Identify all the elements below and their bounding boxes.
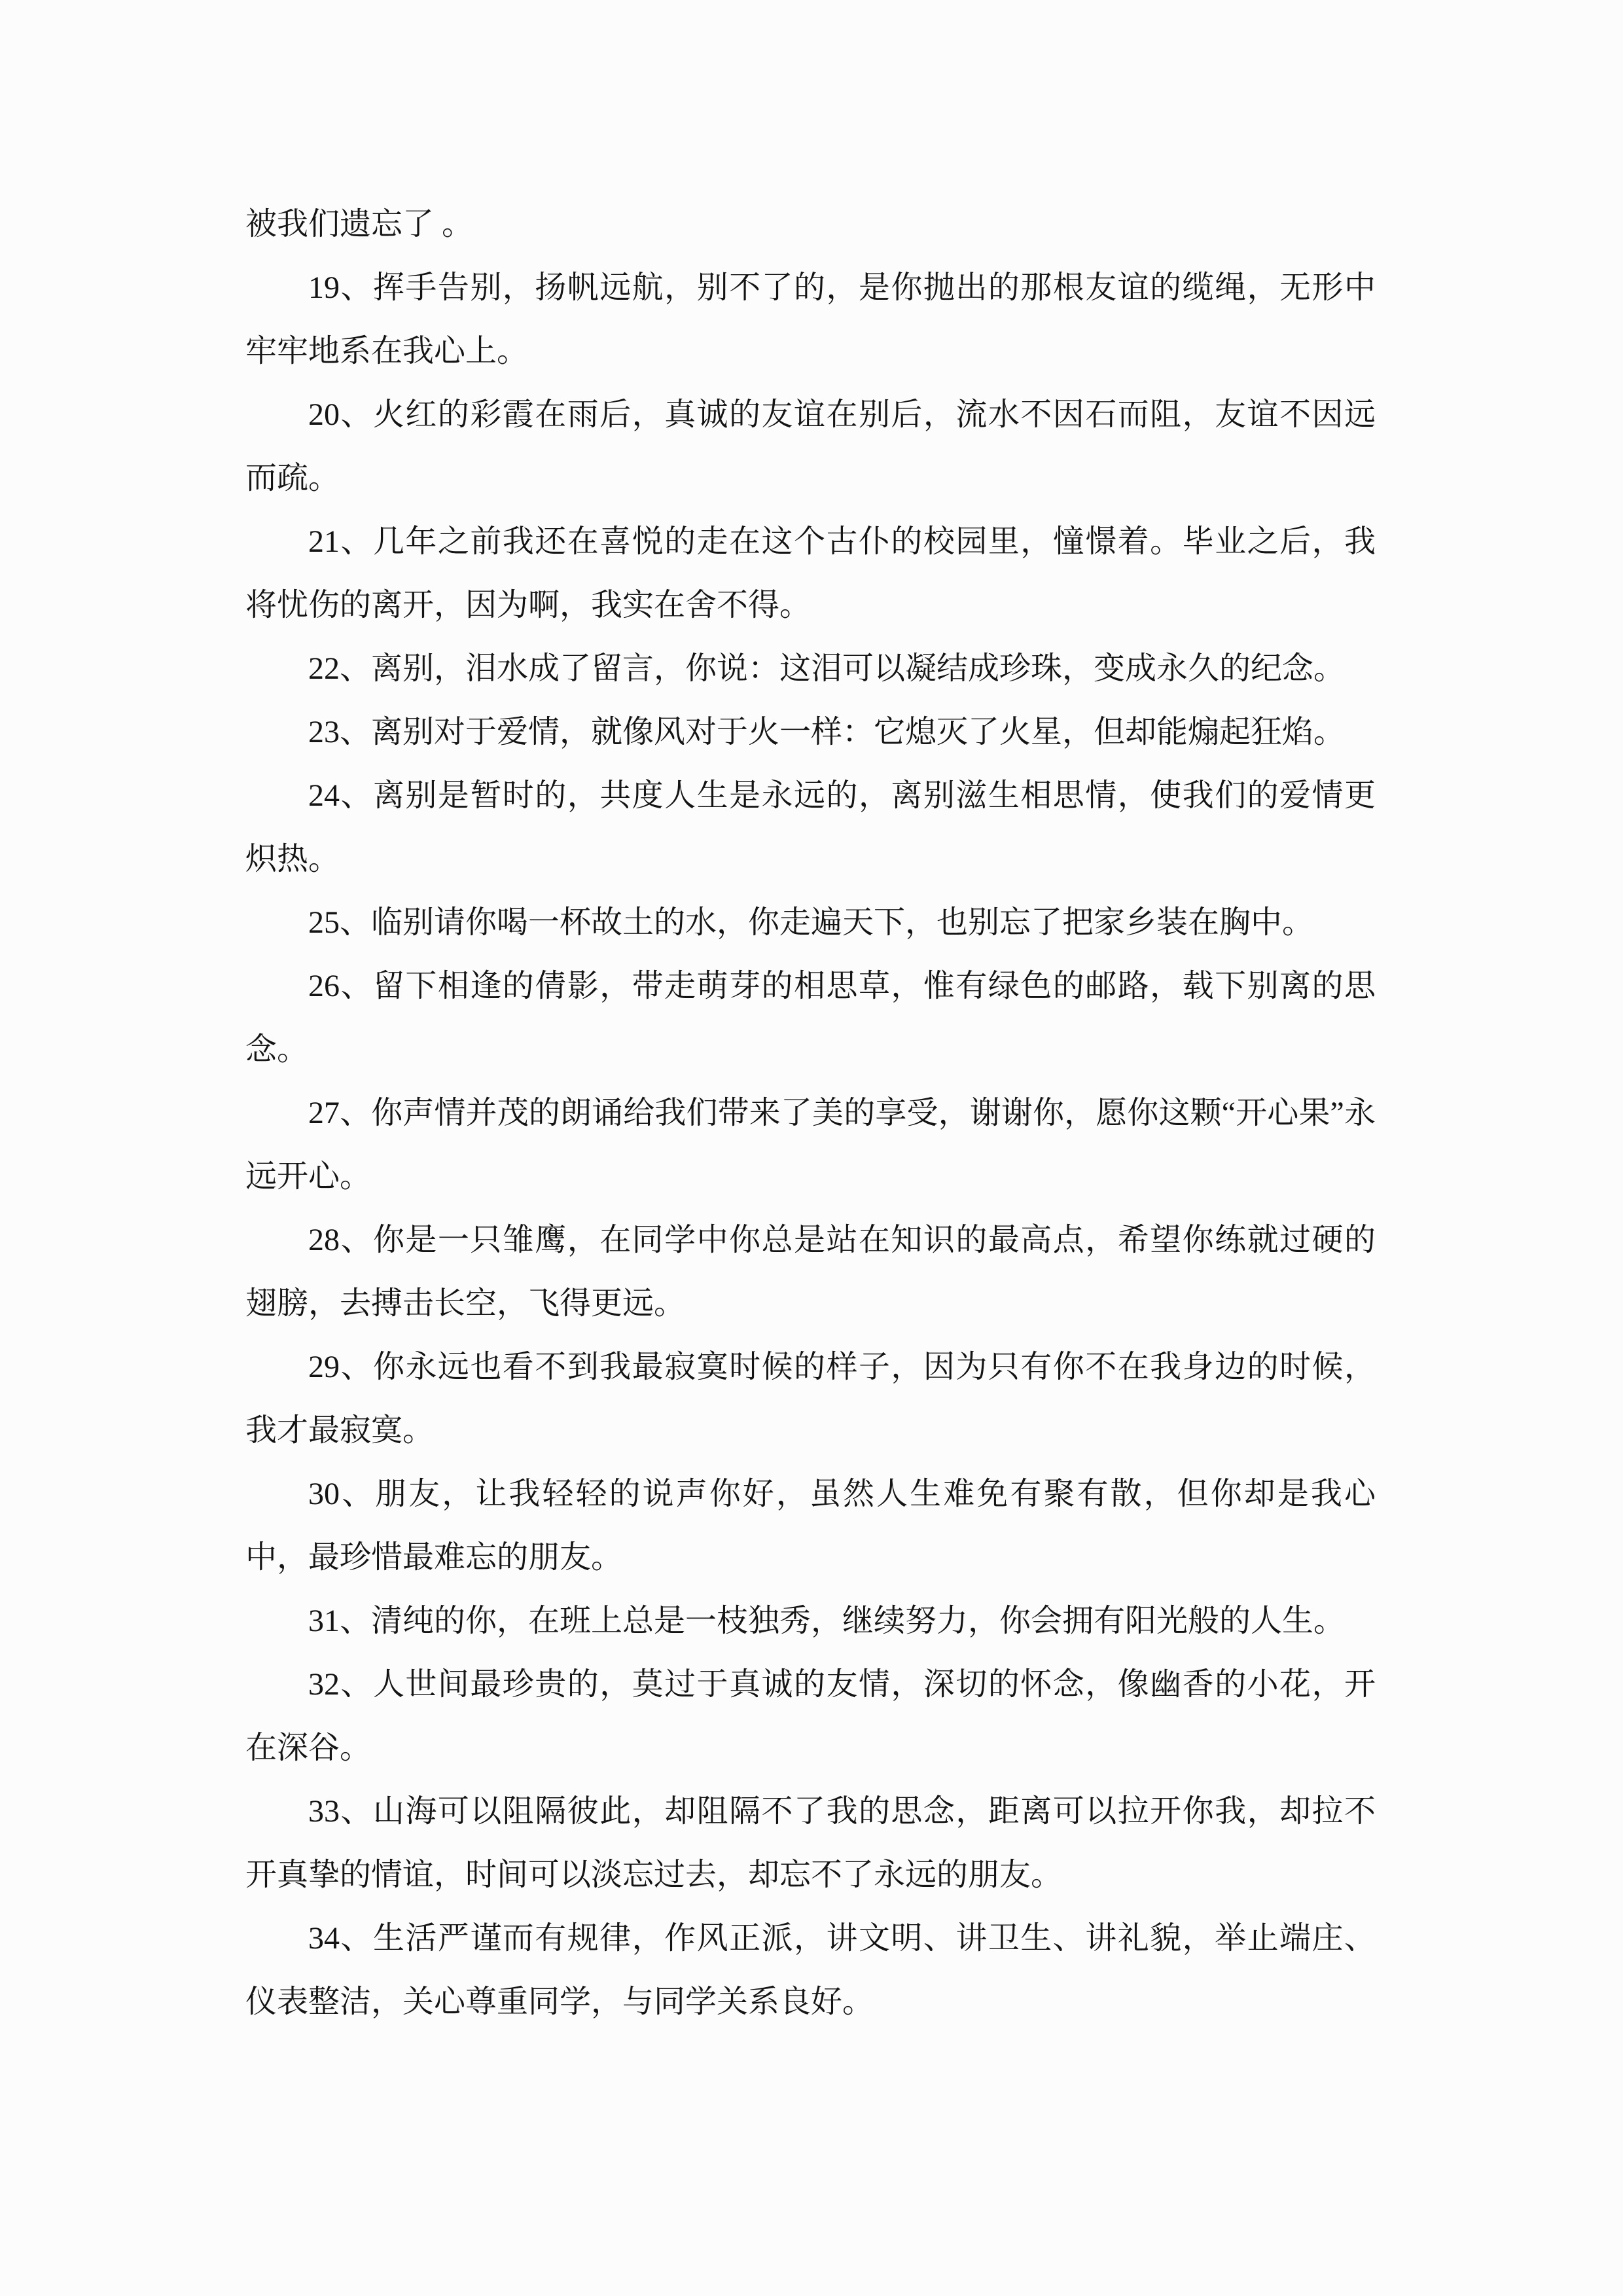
item-text: 山海可以阻隔彼此，却阻隔不了我的思念，距离可以拉开你我，却拉不开真挚的情谊，时间可以淡忘过去，却忘不了永远的朋友。	[245, 1794, 1376, 1892]
item-number: 30	[308, 1477, 340, 1511]
item-text: 离别，泪水成了留言，你说：这泪可以凝结成珍珠，变成永久的纪念。	[371, 651, 1346, 686]
item-text: 清纯的你，在班上总是一枝独秀，继续努力，你会拥有阳光般的人生。	[371, 1604, 1346, 1638]
quote-paragraph-31	[245, 1589, 1376, 1653]
item-separator: 、	[340, 1667, 373, 1702]
item-separator: 、	[340, 1096, 372, 1130]
quote-paragraph-33	[245, 1780, 1376, 1907]
quote-paragraph-25	[245, 891, 1376, 954]
item-separator: 、	[340, 778, 373, 813]
quote-paragraph-28	[245, 1208, 1376, 1335]
item-text: 几年之前我还在喜悦的走在这个古仆的校园里，憧憬着。毕业之后，我将忧伤的离开，因为啊，我实在舍不得。	[245, 524, 1376, 622]
item-text: 离别是暂时的，共度人生是永远的，离别滋生相思情，使我们的爱情更炽热。	[245, 778, 1376, 876]
item-separator: 、	[340, 397, 373, 432]
item-number: 29	[308, 1350, 340, 1384]
item-text: 挥手告别，扬帆远航，别不了的，是你抛出的那根友谊的缆绳，无形中牢牢地系在我心上。	[245, 270, 1376, 368]
item-number: 33	[308, 1794, 340, 1829]
quote-paragraph-27	[245, 1081, 1376, 1208]
item-separator: 、	[340, 1794, 373, 1829]
item-separator: 、	[340, 715, 372, 749]
item-number: 19	[308, 270, 340, 305]
item-separator: 、	[340, 651, 372, 686]
item-text: 火红的彩霞在雨后，真诚的友谊在别后，流水不因石而阻，友谊不因远而疏。	[245, 397, 1376, 495]
item-number: 27	[308, 1096, 340, 1130]
item-separator: 、	[340, 1223, 373, 1257]
item-number: 24	[308, 778, 340, 813]
item-separator: 、	[340, 905, 372, 940]
item-text: 生活严谨而有规律，作风正派，讲文明、讲卫生、讲礼貌，举止端庄、仪表整洁，关心尊重同学，与同学关系良好。	[245, 1921, 1376, 2019]
item-separator: 、	[340, 1350, 373, 1384]
quote-paragraph-22	[245, 637, 1376, 700]
quote-paragraph-26	[245, 954, 1376, 1081]
quote-paragraph-23	[245, 700, 1376, 764]
item-separator: 、	[340, 1604, 372, 1638]
continuation-paragraph	[245, 192, 1376, 256]
item-number: 34	[308, 1921, 340, 1956]
item-number: 26	[308, 969, 340, 1003]
quote-paragraph-30	[245, 1462, 1376, 1589]
item-separator: 、	[340, 270, 373, 305]
item-number: 23	[308, 715, 340, 749]
item-text: 人世间最珍贵的，莫过于真诚的友情，深切的怀念，像幽香的小花，开在深谷。	[245, 1667, 1376, 1765]
quote-paragraph-32	[245, 1653, 1376, 1780]
quote-paragraph-20	[245, 383, 1376, 510]
item-number: 25	[308, 905, 340, 940]
item-separator: 、	[340, 969, 373, 1003]
item-number: 20	[308, 397, 340, 432]
item-number: 32	[308, 1667, 340, 1702]
paragraph-text: 被我们遗忘了 。	[245, 207, 474, 242]
item-text: 你声情并茂的朗诵给我们带来了美的享受，谢谢你，愿你这颗“开心果”永远开心。	[245, 1096, 1376, 1194]
item-number: 21	[308, 524, 340, 559]
item-text: 你永远也看不到我最寂寞时候的样子，因为只有你不在我身边的时候，我才最寂寞。	[245, 1350, 1376, 1448]
item-separator: 、	[340, 524, 373, 559]
quote-paragraph-29	[245, 1335, 1376, 1462]
quote-paragraph-24	[245, 764, 1376, 891]
item-separator: 、	[340, 1477, 376, 1511]
item-text: 留下相逢的倩影，带走萌芽的相思草，惟有绿色的邮路，载下别离的思念。	[245, 969, 1376, 1067]
item-number: 28	[308, 1223, 340, 1257]
quote-paragraph-34	[245, 1907, 1376, 2034]
item-text: 离别对于爱情，就像风对于火一样：它熄灭了火星，但却能煽起狂焰。	[371, 715, 1346, 749]
item-text: 朋友，让我轻轻的说声你好，虽然人生难免有聚有散，但你却是我心中，最珍惜最难忘的朋友。	[245, 1477, 1376, 1575]
item-separator: 、	[340, 1921, 373, 1956]
quote-paragraph-21	[245, 510, 1376, 637]
item-text: 你是一只雏鹰，在同学中你总是站在知识的最高点，希望你练就过硬的翅膀，去搏击长空，飞得更远。	[245, 1223, 1376, 1321]
item-number: 22	[308, 651, 340, 686]
item-text: 临别请你喝一杯故土的水，你走遍天下，也别忘了把家乡装在胸中。	[371, 905, 1314, 940]
quote-paragraph-19	[245, 256, 1376, 383]
item-number: 31	[308, 1604, 340, 1638]
document-text-body	[245, 192, 1376, 2034]
